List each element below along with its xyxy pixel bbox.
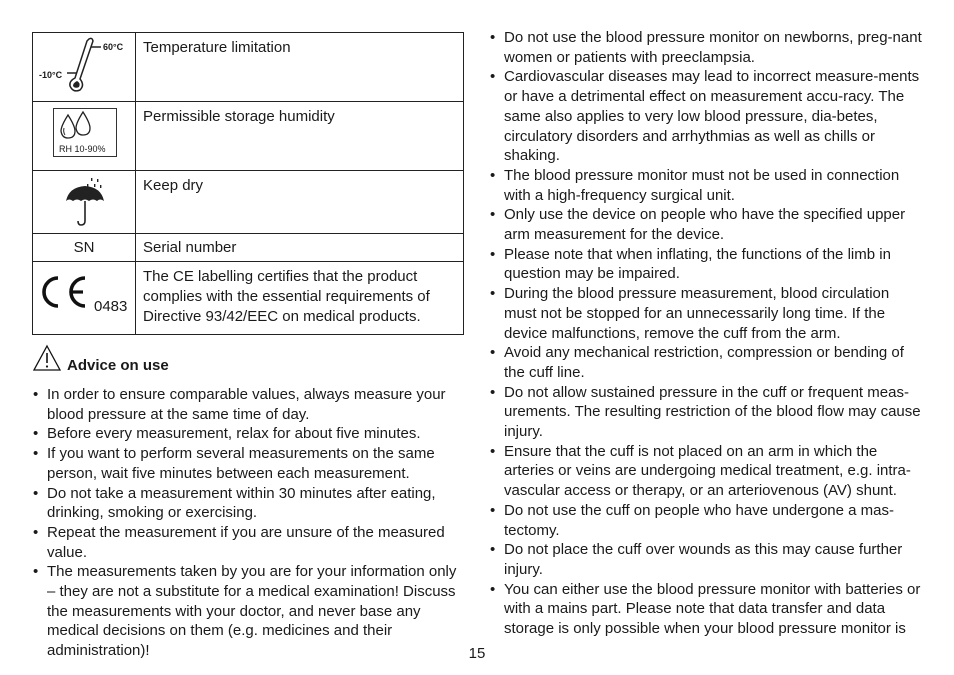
symbol-description: The CE labelling certifies that the product complies with the essential requirements of Directive 93/42/EEC on medical products. [136, 262, 464, 335]
left-column [32, 32, 464, 661]
list-item: • Do not take a measurement within 30 minutes after eating, drinking, smoking or exercising. [32, 484, 464, 523]
list-item: • Cardiovascular diseases may lead to incorrect measure-ments or have a detrimental effect on measurement accu-racy. The same also applies to very low blood pressure, dia-betes, circulatory disorders and arrhythmias as well as chills or shaking. [489, 67, 923, 166]
list-item: • Do not use the cuff on people who have undergone a mas-tectomy. [489, 501, 923, 540]
humidity-range-label: RH 10-90% [59, 144, 106, 154]
symbols-table [32, 32, 464, 335]
page-number: 15 [468, 645, 486, 662]
list-item: • Do not place the cuff over wounds as this may cause further injury. [489, 540, 923, 579]
thermometer-icon [33, 33, 135, 96]
list-item: • During the blood pressure measurement, blood circulation must not be stopped for an unnecessarily long time. If the device malfunctions, remove the cuff from the arm. [489, 284, 923, 343]
symbol-description: Permissible storage humidity [136, 102, 464, 171]
list-item: • Please note that when inflating, the functions of the limb in question may be impaired. [489, 245, 923, 284]
symbol-description: Temperature limitation [136, 33, 464, 102]
humidity-drops-icon [54, 109, 116, 143]
list-item: • You can either use the blood pressure monitor with batteries or with a mains part. Please note that data transfer and data storage is only possible when your blood pressure monitor is [489, 580, 923, 639]
table-row [33, 171, 464, 234]
symbol-cell [33, 171, 136, 234]
ce-mark-icon [33, 262, 93, 329]
right-column [489, 28, 923, 639]
umbrella-rain-icon [33, 171, 135, 228]
temp-min-label: -10°C [39, 70, 63, 80]
list-item: • If you want to perform several measurements on the same person, wait five minutes between each measurement. [32, 444, 464, 483]
list-item: • Do not allow sustained pressure in the cuff or frequent meas-urements. The resulting restriction of the blood flow may cause injury. [489, 383, 923, 442]
warning-triangle-icon [32, 343, 62, 373]
list-item: • The measurements taken by you are for your information only – they are not a substitute for a medical examination! Discuss the measurements with your doctor, and never base any medical decisions on them (e.g. medicines and their administration)! [32, 562, 464, 661]
serial-number-symbol: SN [33, 234, 136, 262]
list-item: • Repeat the measurement if you are unsure of the measured value. [32, 523, 464, 562]
temp-max-label: 60°C [103, 42, 124, 52]
humidity-symbol [53, 108, 117, 157]
list-item: • Ensure that the cuff is not placed on an arm in which the arteries or veins are undergoing medical treatment, e.g. intra-vascular access or therapy, or an arteriovenous (AV) shunt. [489, 442, 923, 501]
table-row [33, 33, 464, 102]
symbol-description: Serial number [136, 234, 464, 262]
advice-title: Advice on use [67, 357, 169, 374]
list-item: • The blood pressure monitor must not be used in connection with a high-frequency surgical unit. [489, 166, 923, 205]
list-item: • Avoid any mechanical restriction, compression or bending of the cuff line. [489, 343, 923, 382]
list-item: • Only use the device on people who have the specified upper arm measurement for the device. [489, 205, 923, 244]
table-row [33, 234, 464, 262]
symbol-cell [33, 262, 136, 335]
symbol-cell [33, 102, 136, 171]
ce-notified-body-number: 0483 [94, 298, 128, 315]
symbol-description: Keep dry [136, 171, 464, 234]
symbol-cell [33, 33, 136, 102]
advice-list [32, 385, 464, 661]
safety-list [489, 28, 923, 639]
table-row [33, 102, 464, 171]
list-item: • Do not use the blood pressure monitor on newborns, preg-nant women or patients with preeclampsia. [489, 28, 923, 67]
list-item: • Before every measurement, relax for about five minutes. [32, 424, 464, 444]
list-item: • In order to ensure comparable values, always measure your blood pressure at the same time of day. [32, 385, 464, 424]
advice-heading [32, 349, 464, 379]
table-row [33, 262, 464, 335]
